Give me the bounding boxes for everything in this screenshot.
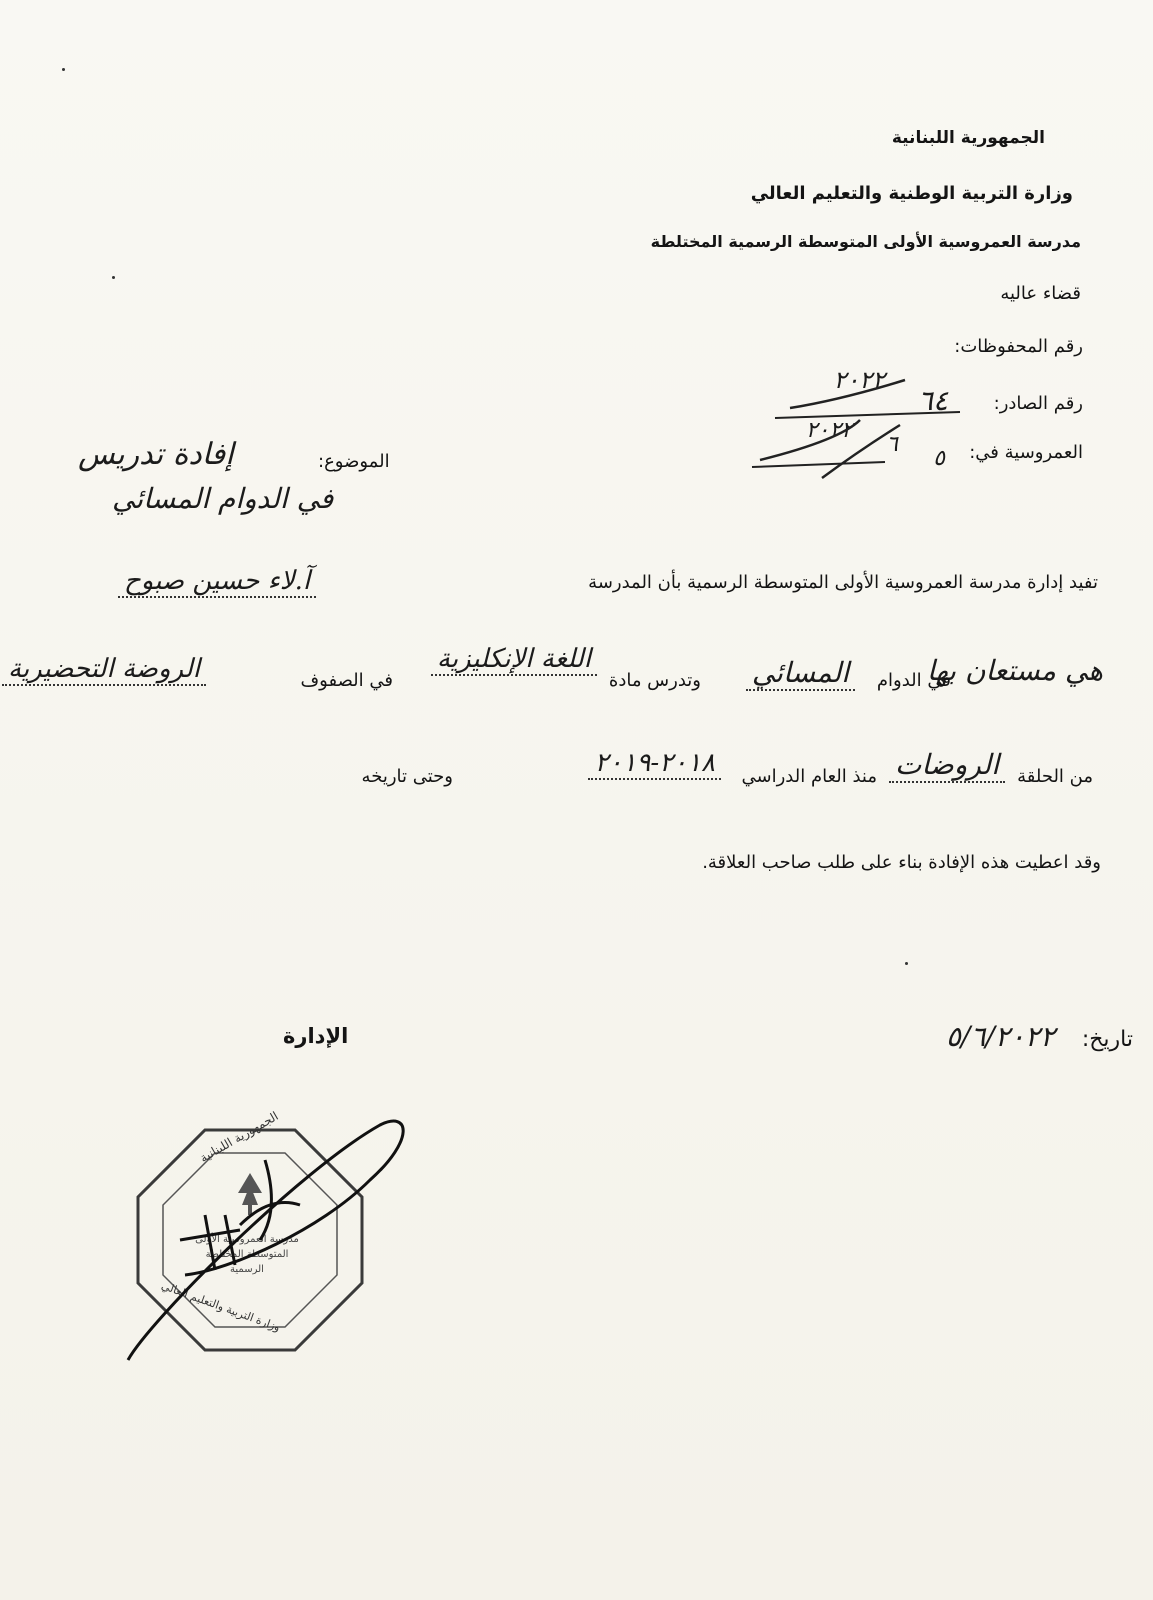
outgoing-number-value: ٦٤	[917, 384, 948, 417]
outgoing-number-label: رقم الصادر:	[993, 393, 1083, 414]
footer-date-label: تاريخ:	[1081, 1027, 1133, 1052]
teacher-name-text: آ.لاء حسين صبوح	[118, 566, 316, 598]
line3-text-c: وحتى تاريخه	[361, 766, 453, 787]
administration-label: الإدارة	[283, 1024, 349, 1048]
school-years-text: ٢٠١٨-٢٠١٩	[588, 748, 721, 780]
subject-taught-text: اللغة الإنكليزية	[431, 644, 597, 676]
date-month: ٦	[886, 432, 898, 457]
date-place-label: العمروسية في:	[969, 442, 1083, 463]
subject-label: الموضوع:	[318, 451, 390, 472]
line3-text-a: من الحلقة	[1017, 766, 1093, 787]
subject-line2: في الدوام المسائي	[112, 482, 334, 515]
subject-line1: إفادة تدريس	[78, 437, 234, 472]
ministry-heading: وزارة التربية الوطنية والتعليم العالي	[750, 183, 1073, 204]
school-heading: مدرسة العمروسية الأولى المتوسطة الرسمية المختلطة	[650, 232, 1081, 251]
body-line1: تفيد إدارة مدرسة العمروسية الأولى المتوسطة الرسمية بأن المدرسة	[588, 572, 1098, 593]
line2-text-a: في الدوام	[876, 670, 951, 691]
archive-number-label: رقم المحفوظات:	[954, 336, 1083, 357]
scan-speck	[905, 962, 908, 965]
date-day: ٥	[933, 446, 945, 471]
line2-text-b: وتدرس مادة	[608, 670, 701, 691]
date-year: ٢٠٢٢	[805, 418, 853, 443]
stamp-inner-text: مدرسة العمروسية الأولى المتوسطة المختلطة الرسمية	[195, 1234, 299, 1275]
republic-heading: الجمهورية اللبنانية	[891, 128, 1045, 148]
stamp-outer-top: الجمهورية اللبنانية	[197, 1108, 281, 1166]
classes-value-text: الروضة التحضيرية	[2, 654, 206, 686]
line2-hand-start: هي مستعان بها	[926, 654, 1103, 687]
stamp-outer-bottom: وزارة التربية والتعليم العالي	[159, 1278, 282, 1335]
line3-text-b: منذ العام الدراسي	[741, 766, 877, 787]
scan-speck	[112, 276, 115, 279]
cycle-value-text: الروضات	[889, 748, 1005, 783]
scan-speck	[62, 68, 65, 71]
line2-text-c: في الصفوف	[300, 670, 393, 691]
district-label: قضاء عاليه	[1000, 283, 1081, 304]
outgoing-year: ٢٠٢٢	[833, 366, 885, 394]
closing-sentence: وقد اعطيت هذه الإفادة بناء على طلب صاحب العلاقة.	[702, 852, 1101, 873]
shift-value-text: المسائي	[746, 656, 855, 691]
footer-date-value: ٥/٦/٢٠٢٢	[945, 1020, 1055, 1053]
